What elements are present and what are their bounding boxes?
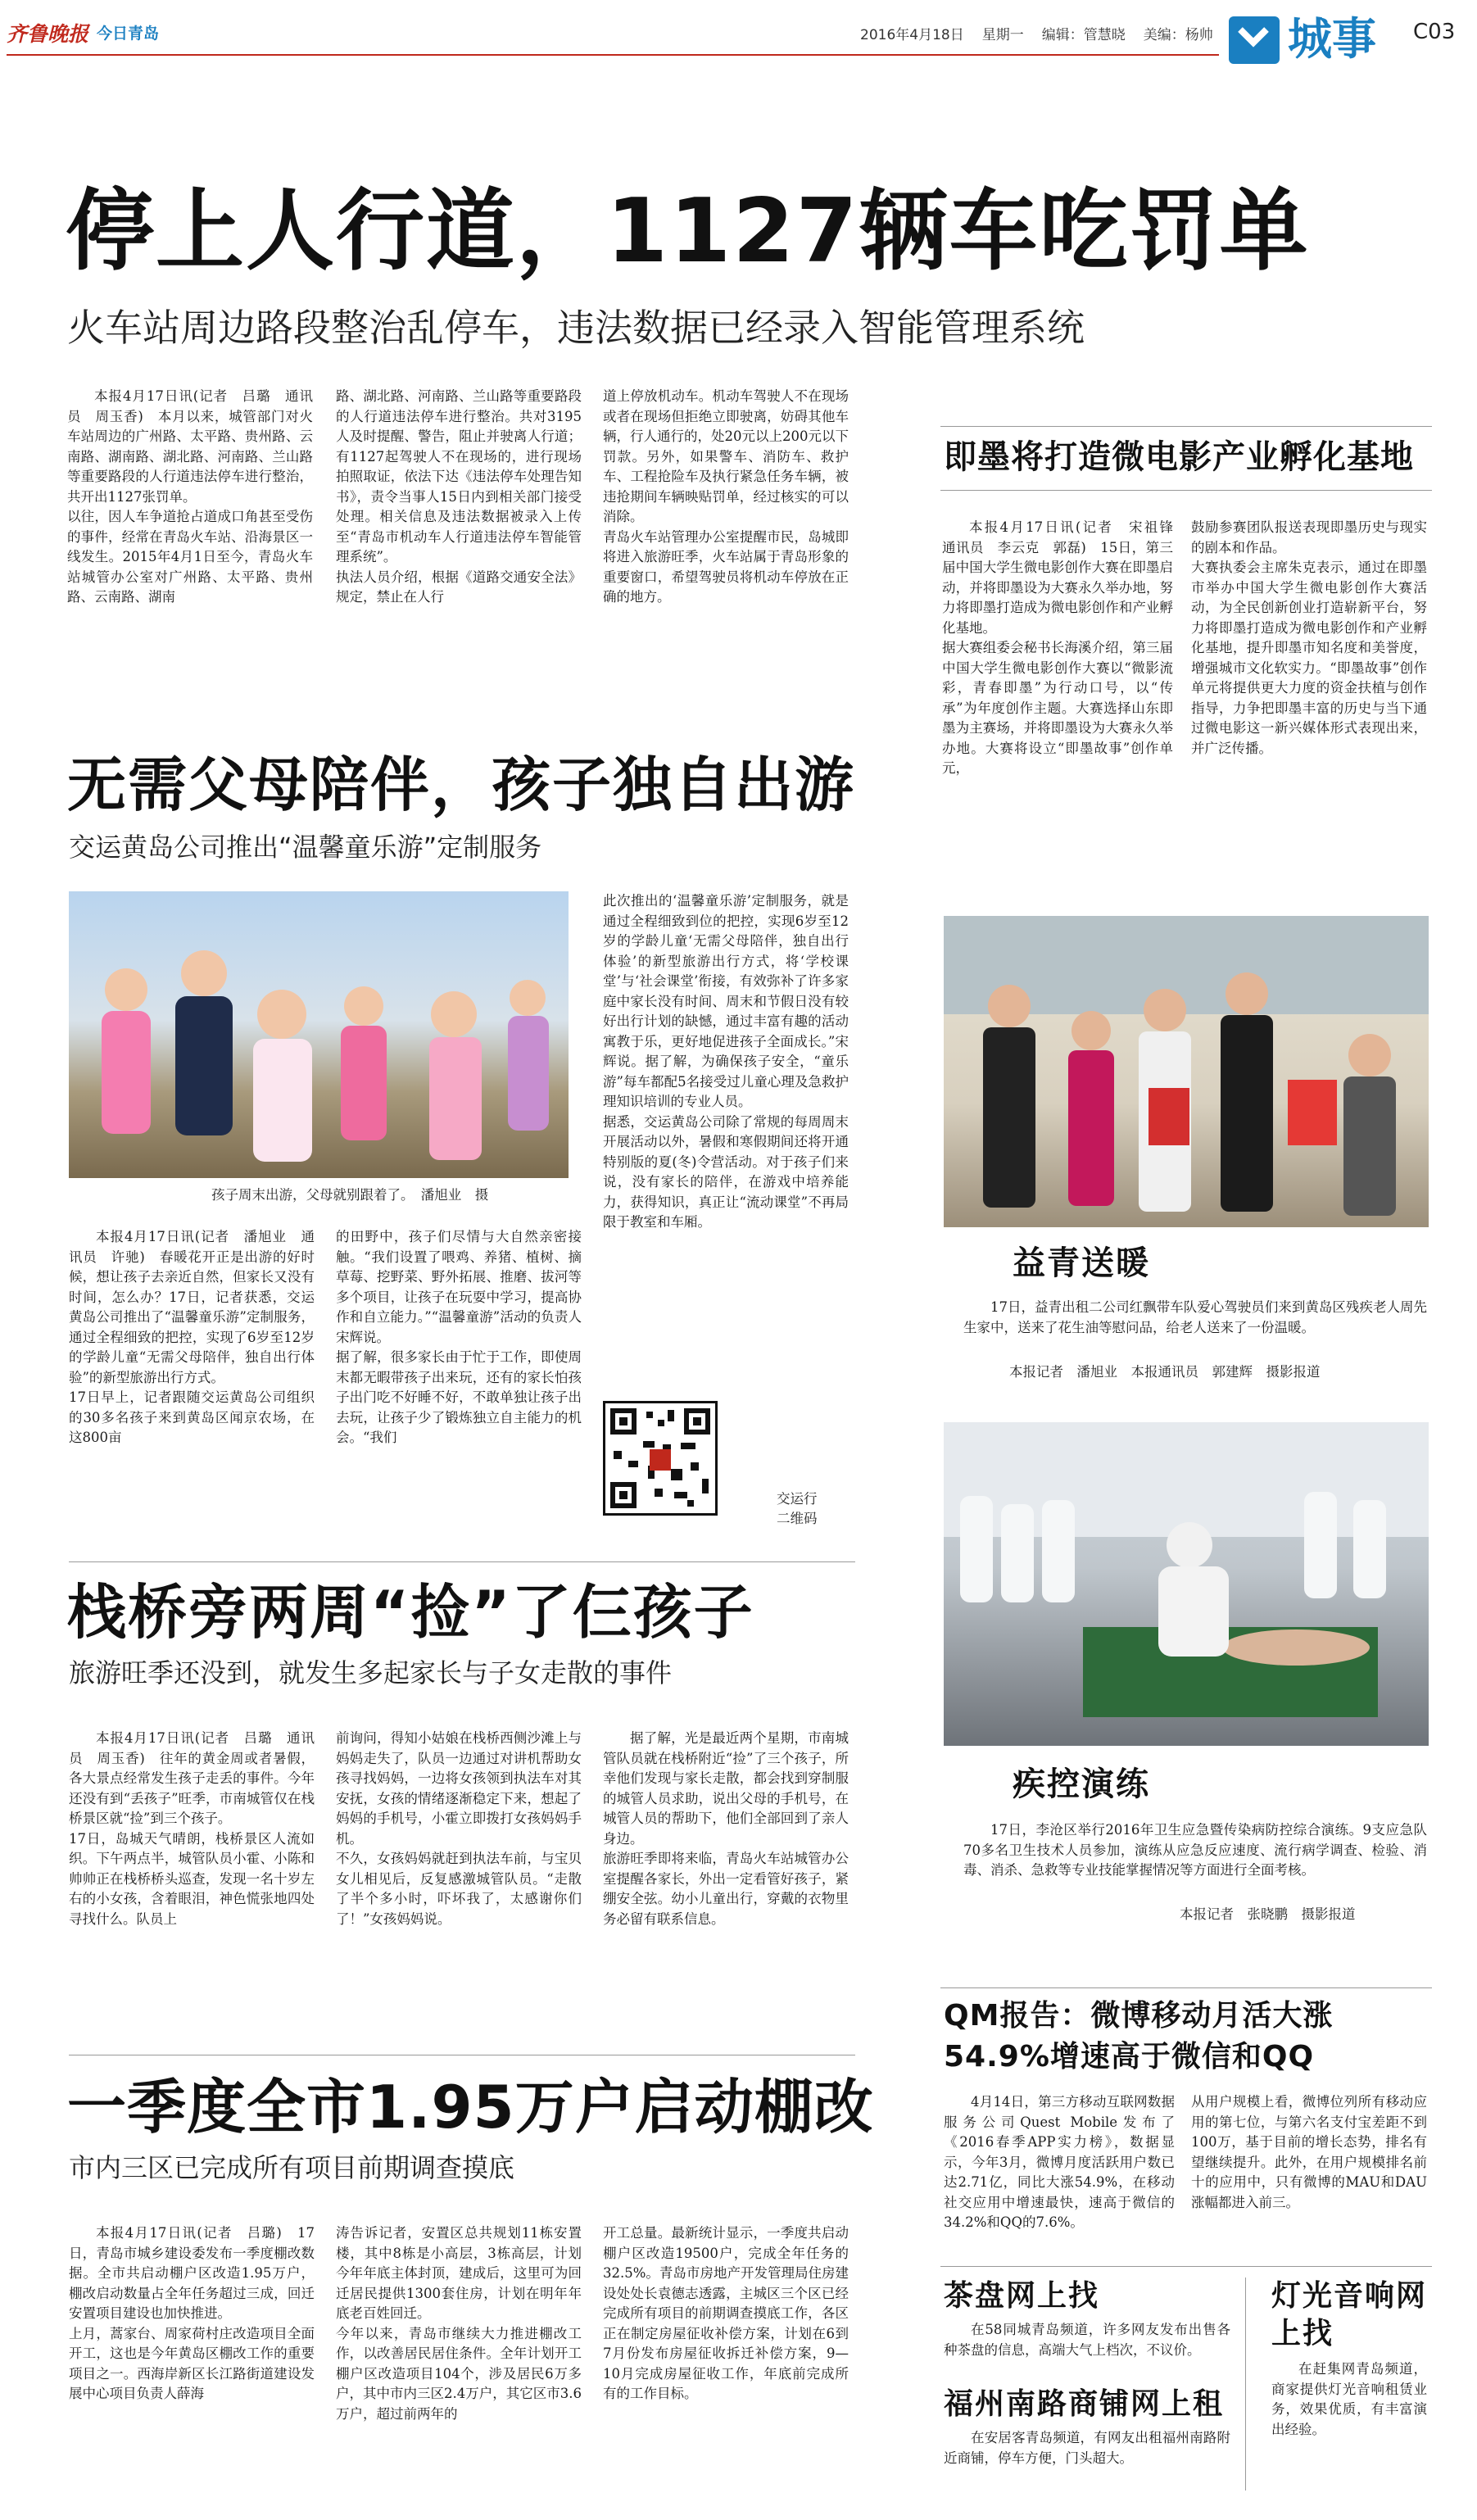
article1-col3: 道上停放机动车。机动车驾驶人不在现场或者在现场但拒绝立即驶离，妨碍其他车辆，行人通行的，处20元以上200元以下罚款。另外，如果警车、消防车、救护车、工程抢险车及执行紧急任务车辆，被违抢期间车辆映贴罚单，经过核实的可以消除。 青岛火车站管理办公室提醒市民，岛城即将进入旅游旺季，火车站属于青岛形象的重要窗口，希望驾驶员将机动车停放在正确的地方。 bbox=[603, 388, 849, 605]
charity-visit-illustration bbox=[944, 916, 1429, 1227]
article10-title: 福州南路商铺网上租 bbox=[944, 2387, 1225, 2421]
article2-col1: 本报4月17日讯(记者 宋祖锋 通讯员 李云克 郭磊) 15日，第三届中国大学生微电影创作大赛在即墨启动，并将即墨设为大赛永久举办地，努力将即墨打造成为微电影创作和产业孵化基地。 据大赛组委会秘书长海溪介绍，第三届中国大学生微电影创作大赛以“微影流彩，青春即墨”为行动口号，以“传承”为年度创作主题。大赛选择山东即墨为主赛场，并将即墨设为大赛永久举办地。大赛将设立“即墨故事”创作单元， bbox=[942, 519, 1173, 776]
column-title: 城事 bbox=[1288, 13, 1376, 65]
divider bbox=[940, 490, 1432, 491]
divider bbox=[940, 2266, 1432, 2267]
article4-credit: 本报记者 潘旭业 本报通讯员 郭建辉 摄影报道 bbox=[1009, 1364, 1321, 1380]
article7-col2: 涛告诉记者，安置区总共规划11栋安置楼，其中8栋是小高层，3栋高层，计划今年年底主体封顶，建成后，这里可为回迁居民提供1300套住房，计划在明年年底老百姓回迁。 今年以来，青岛市继续大力推进棚改工作，以改善居民居住条件。全年计划开工棚户区改造项目104个，涉及居民6万多户，其中市内三区2.4万户，其它区市3.6万户，超过前两年的 bbox=[336, 2225, 582, 2422]
article4-title: 益青送暖 bbox=[1013, 1244, 1150, 1282]
issue-date: 2016年4月18日 bbox=[860, 27, 964, 43]
qr-code[interactable] bbox=[603, 1401, 718, 1516]
article1-subtitle: 火车站周边路段整治乱停车，违法数据已经录入智能管理系统 bbox=[67, 306, 1085, 350]
issue-weekday: 星期一 bbox=[981, 27, 1024, 43]
article7-subtitle: 市内三区已完成所有项目前期调查摸底 bbox=[69, 2152, 515, 2183]
paper-logo: 齐鲁晚报 bbox=[7, 22, 89, 46]
divider bbox=[1245, 2278, 1246, 2491]
article2-col2: 鼓励参赛团队报送表现即墨历史与现实的剧本和作品。 大赛执委会主席朱克表示，通过在即墨市举办中国大学生微电影创作大赛活动，为全民创新创业打造崭新平台，努力将即墨打造成为微电影创作和产业孵化基地，提升即墨市知名度和美誉度，增强城市文化软实力。“即墨故事”创作单元将提供更大力度的资金扶植与创作指导，力争把即墨丰富的历史与当下通过微电影这一新兴媒体形式表现出来，并广泛传播。 bbox=[1191, 519, 1427, 756]
qr-code-label: 交运行 二维码 bbox=[777, 1491, 818, 1526]
article5-col2: 前询问，得知小姑娘在栈桥西侧沙滩上与妈妈走失了，队员一边通过对讲机帮助女孩寻找妈妈，一边将女孩领到执法车对其安抚，女孩的情绪逐渐稳定下来，想起了妈妈的手机号，小霍立即拨打女孩妈妈手机。 不久，女孩妈妈就赶到执法车前，与宝贝女儿相见后，反复感激城管队员。“走散了半个多小时，吓坏我了，太感谢你们了！”女孩妈妈说。 bbox=[336, 1730, 582, 1927]
article5-title: 栈桥旁两周“捡”了仨孩子 bbox=[67, 1578, 754, 1647]
article11-text: 在赶集网青岛频道，商家提供灯光音响租赁业务，效果优质，有丰富演出经验。 bbox=[1271, 2361, 1427, 2437]
article6-title: 疾控演练 bbox=[1013, 1765, 1150, 1803]
article3-col1: 本报4月17日讯(记者 潘旭业 通讯员 许驰) 春暖花开正是出游的好时候，想让孩子去亲近自然，但家长又没有时间，怎么办？17日，记者获悉，交运黄岛公司推出了“温馨童乐游”定制服务，通过全程细致的把控，实现了6岁至12岁的学龄儿童“无需父母陪伴，独自出行体验”的新型旅游出行方式。 17日早上，记者跟随交运黄岛公司组织的30多名孩子来到黄岛区闻京农场，在这800亩 bbox=[69, 1229, 315, 1445]
kids-outing-photo bbox=[69, 891, 569, 1178]
article6-credit: 本报记者 张晓鹏 摄影报道 bbox=[1180, 1906, 1356, 1922]
kids-outing-illustration bbox=[69, 891, 569, 1178]
article8-col2: 从用户规模上看，微博位列所有移动应用的第七位，与第六名支付宝差距不到100万，基于目前的增长态势，排名有望继续提升。此外，在用户规模排名前十的应用中，只有微博的MAU和DAU涨幅都进入前三。 bbox=[1191, 2094, 1427, 2210]
divider bbox=[69, 1561, 855, 1562]
article6-text: 17日，李沧区举行2016年卫生应急暨传染病防控综合演练。9支应急队70多名卫生技术人员参加，演练从应急反应速度、流行病学调查、检验、消毒、消杀、急救等专业技能掌握情况等方面进行全面考核。 bbox=[963, 1822, 1427, 1878]
page-number: C03 bbox=[1413, 20, 1456, 44]
article3-col2: 的田野中，孩子们尽情与大自然亲密接触。“我们设置了喂鸡、养猪、植树、摘草莓、挖野菜、野外拓展、推磨、拔河等多个项目，让孩子在玩耍中学习，提高协作和自立能力。”“温馨童游”活动的负责人宋辉说。 据了解，很多家长由于忙于工作，即使周末都无暇带孩子出来玩，还有的家长怕孩子出门吃不好睡不好，不敢单独让孩子出去玩，让孩子少了锻炼独立自主能力的机会。“我们 bbox=[336, 1229, 582, 1445]
article7-title: 一季度全市1.95万户启动棚改 bbox=[67, 2073, 874, 2142]
kids-photo-caption: 孩子周末出游，父母就别跟着了。 潘旭业 摄 bbox=[211, 1187, 489, 1203]
divider bbox=[940, 1987, 1432, 1988]
section-name: 今日青岛 bbox=[97, 25, 160, 43]
editor-credit: 编辑：管慧晓 bbox=[1041, 27, 1126, 43]
drill-illustration bbox=[944, 1422, 1429, 1746]
article3-title: 无需父母陪伴，孩子独自出游 bbox=[67, 750, 856, 819]
issue-info bbox=[860, 23, 1213, 43]
article1-title: 停上人行道，1127辆车吃罚单 bbox=[66, 180, 1310, 283]
charity-visit-photo bbox=[944, 916, 1429, 1227]
designer-credit: 美编：杨帅 bbox=[1143, 27, 1213, 43]
article3-col3: 此次推出的‘温馨童乐游’定制服务，就是通过全程细致到位的把控，实现6岁至12岁的学龄儿童‘无需父母陪伴，独自出行体验’的新型旅游出行方式，将‘学校课堂’与‘社会课堂’衔接，有效弥补了许多家庭中家长没有时间、周末和节假日没有较好出行计划的缺憾，通过丰富有趣的活动寓教于乐，更好地促进孩子全面成长。”宋辉说。据了解，为确保孩子安全，“童乐游”每车都配5名接受过儿童心理及急救护理知识培训的专业人员。 据悉，交运黄岛公司除了常规的每周周末开展活动以外，暑假和寒假期间还将开通特别版的夏(冬)令营活动。对于孩子们来说，没有家长的陪伴，在游戏中培养能力，获得知识，真正让“流动课堂”不再局限于教室和车厢。 bbox=[603, 893, 849, 1230]
article5-col1: 本报4月17日讯(记者 吕璐 通讯员 周玉香) 往年的黄金周或者暑假，各大景点经常发生孩子走丢的事件。今年还没有到“丢孩子”旺季，市南城管仅在栈桥景区就“捡”到三个孩子。 17日，岛城天气晴朗，栈桥景区人流如织。下午两点半，城管队员小霍、小陈和帅帅正在栈桥桥头巡查，发现一名十岁左右的小女孩，含着眼泪，神色慌张地四处寻找什么。队员上 bbox=[69, 1730, 315, 1927]
masthead bbox=[0, 0, 1477, 82]
article3-subtitle: 交运黄岛公司推出“温馨童乐游”定制服务 bbox=[69, 832, 542, 863]
qr-code-icon bbox=[605, 1403, 715, 1513]
article7-col1: 本报4月17日讯(记者 吕璐) 17日，青岛市城乡建设委发布一季度棚改数据。全市共启动棚户区改造1.95万户，棚改启动数量占全年任务超过三成，回迁安置项目建设也加快推进。 上月，蒿家台、周家荷村庄改造项目全面开工，这也是今年黄岛区棚改工作的重要项目之一。西海岸新区长江路街道建设发展中心项目负责人薛海 bbox=[69, 2225, 315, 2401]
article4-text: 17日，益青出租二公司红飘带车队爱心驾驶员们来到黄岛区残疾老人周先生家中，送来了花生油等慰问品，给老人送来了一份温暖。 bbox=[963, 1299, 1427, 1335]
article11-title: 灯光音响网上找 bbox=[1271, 2279, 1428, 2350]
article9-title: 茶盘网上找 bbox=[944, 2279, 1100, 2313]
article8-title: QM报告：微博移动月活大涨54.9%增速高于微信和QQ bbox=[944, 1999, 1334, 2074]
article5-subtitle: 旅游旺季还没到，就发生多起家长与子女走散的事件 bbox=[69, 1657, 673, 1688]
divider bbox=[940, 426, 1432, 427]
article9-text: 在58同城青岛频道，许多网友发布出售各种茶盘的信息，高端大气上档次，不议价。 bbox=[944, 2322, 1230, 2358]
article7-col3: 开工总量。最新统计显示，一季度共启动棚户区改造19500户，完成全年任务的32.5%。青岛市房地产开发管理局住房建设处处长袁德志透露，主城区三个区已经完成所有项目的前期调查摸底工作，各区正在制定房屋征收补偿方案，计划在6到7月份发布房屋征收拆迁补偿方案，9—10月完成房屋征收工作，年底前完成所有的工作目标。 bbox=[603, 2225, 849, 2401]
article1-col1: 本报4月17日讯(记者 吕璐 通讯员 周玉香) 本月以来，城管部门对火车站周边的广州路、太平路、贵州路、云南路、湖南路、湖北路、河南路、兰山路等重要路段的人行道违法停车进行整治，共开出1127张罚单。 以往，因人车争道抢占道成口角甚至受伤的事件，经常在青岛火车站、沿海景区一线发生。2015年4月1日至今，青岛火车站城管办公室对广州路、太平路、贵州路、云南路、湖南 bbox=[67, 388, 313, 605]
article1-col2: 路、湖北路、河南路、兰山路等重要路段的人行道违法停车进行整治。共对3195人及时提醒、警告，阻止并驶离人行道；有1127起驾驶人不在现场的，进行现场拍照取证，依法下达《违法停车处理告知书》，责令当事人15日内到相关部门接受处理。相关信息及违法数据被录入上传至“青岛市机动车人行道违法停车智能管理系统”。 执法人员介绍，根据《道路交通安全法》规定，禁止在人行 bbox=[336, 388, 582, 605]
drill-photo bbox=[944, 1422, 1429, 1746]
article8-col1: 4月14日，第三方移动互联网数据服务公司Quest Mobile发布了《2016春季APP实力榜》，数据显示，今年3月，微博月度活跃用户数已达2.71亿，同比大涨54.9%，在移动社交应用中增速最快，速高于微信的34.2%和QQ的7.6%。 bbox=[944, 2094, 1175, 2230]
masthead-rule bbox=[7, 54, 1219, 56]
article2-title: 即墨将打造微电影产业孵化基地 bbox=[944, 438, 1414, 476]
arrow-icon bbox=[1229, 16, 1280, 64]
article10-text: 在安居客青岛频道，有网友出租福州南路附近商铺，停车方便，门头超大。 bbox=[944, 2430, 1230, 2466]
column-badge bbox=[1229, 16, 1280, 64]
article5-col3: 据了解，光是最近两个星期，市南城管队员就在栈桥附近“捡”了三个孩子，所幸他们发现与家长走散，都会找到穿制服的城管人员求助，说出父母的手机号，在城管人员的帮助下，他们全部回到了亲人身边。 旅游旺季即将来临，青岛火车站城管办公室提醒各家长，外出一定看管好孩子，紧绷安全弦。幼小儿童出行，穿戴的衣物里务必留有联系信息。 bbox=[603, 1730, 849, 1927]
